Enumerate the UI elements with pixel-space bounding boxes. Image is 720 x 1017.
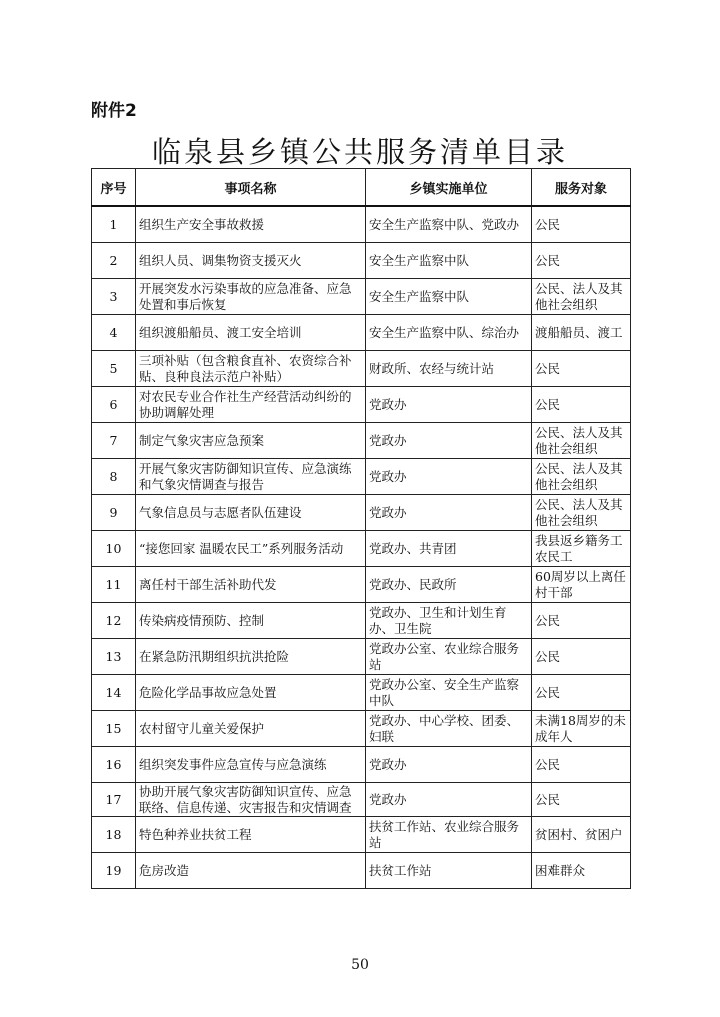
service-target: 公民、法人及其他社会组织 [532,459,631,495]
table-row [92,423,631,459]
table-header-row [92,169,631,207]
service-target: 渡船船员、渡工 [532,315,631,351]
implementing-unit: 党政办 [366,387,532,423]
table-row [92,531,631,567]
item-name: 开展突发水污染事故的应急准备、应急处置和事后恢复 [136,279,366,315]
row-number: 4 [92,315,136,351]
service-target: 公民 [532,675,631,711]
row-number: 16 [92,747,136,783]
row-number: 12 [92,603,136,639]
header-target: 服务对象 [532,169,631,207]
service-target: 公民 [532,783,631,817]
table-row [92,817,631,853]
item-name: 在紧急防汛期组织抗洪抢险 [136,639,366,675]
table-row [92,639,631,675]
table-row [92,279,631,315]
implementing-unit: 党政办公室、安全生产监察中队 [366,675,532,711]
item-name: 组织人员、调集物资支援灭火 [136,243,366,279]
row-number: 8 [92,459,136,495]
service-target: 公民 [532,639,631,675]
table-row [92,243,631,279]
item-name: 气象信息员与志愿者队伍建设 [136,495,366,531]
implementing-unit: 安全生产监察中队 [366,243,532,279]
item-name: “接您回家 温暖农民工”系列服务活动 [136,531,366,567]
row-number: 1 [92,206,136,243]
table-row [92,387,631,423]
page-title: 临泉县乡镇公共服务清单目录 [151,135,568,169]
service-target: 60周岁以上离任村干部 [532,567,631,603]
item-name: 危房改造 [136,853,366,889]
row-number: 15 [92,711,136,747]
implementing-unit: 党政办、卫生和计划生育办、卫生院 [366,603,532,639]
table-row [92,603,631,639]
implementing-unit: 扶贫工作站、农业综合服务站 [366,817,532,853]
implementing-unit: 扶贫工作站 [366,853,532,889]
service-target: 公民 [532,387,631,423]
service-target: 公民、法人及其他社会组织 [532,279,631,315]
row-number: 6 [92,387,136,423]
service-target: 公民 [532,603,631,639]
item-name: 离任村干部生活补助代发 [136,567,366,603]
implementing-unit: 党政办公室、农业综合服务站 [366,639,532,675]
item-name: 对农民专业合作社生产经营活动纠纷的协助调解处理 [136,387,366,423]
implementing-unit: 党政办 [366,495,532,531]
service-target: 公民 [532,351,631,387]
page-number: 50 [351,957,369,973]
item-name: 特色种养业扶贫工程 [136,817,366,853]
table-row [92,567,631,603]
service-list-table [91,168,631,889]
item-name: 传染病疫情预防、控制 [136,603,366,639]
row-number: 14 [92,675,136,711]
table-row [92,711,631,747]
row-number: 9 [92,495,136,531]
implementing-unit: 财政所、农经与统计站 [366,351,532,387]
service-target: 公民、法人及其他社会组织 [532,495,631,531]
row-number: 18 [92,817,136,853]
service-target: 困难群众 [532,853,631,889]
item-name: 制定气象灾害应急预案 [136,423,366,459]
table-row [92,315,631,351]
implementing-unit: 党政办、共青团 [366,531,532,567]
item-name: 组织生产安全事故救援 [136,206,366,243]
implementing-unit: 党政办 [366,747,532,783]
item-name: 开展气象灾害防御知识宣传、应急演练和气象灾情调查与报告 [136,459,366,495]
row-number: 13 [92,639,136,675]
header-no: 序号 [92,169,136,207]
row-number: 5 [92,351,136,387]
table-row [92,351,631,387]
implementing-unit: 党政办 [366,423,532,459]
row-number: 7 [92,423,136,459]
header-unit: 乡镇实施单位 [366,169,532,207]
row-number: 11 [92,567,136,603]
row-number: 2 [92,243,136,279]
implementing-unit: 安全生产监察中队、党政办 [366,206,532,243]
item-name: 危险化学品事故应急处置 [136,675,366,711]
item-name: 三项补贴（包含粮食直补、农资综合补贴、良种良法示范户补贴） [136,351,366,387]
attachment-label: 附件2 [91,101,137,121]
implementing-unit: 党政办、中心学校、团委、妇联 [366,711,532,747]
implementing-unit: 党政办、民政所 [366,567,532,603]
implementing-unit: 安全生产监察中队 [366,279,532,315]
row-number: 17 [92,783,136,817]
item-name: 组织渡船船员、渡工安全培训 [136,315,366,351]
header-item: 事项名称 [136,169,366,207]
implementing-unit: 党政办 [366,783,532,817]
service-target: 公民、法人及其他社会组织 [532,423,631,459]
table-row [92,459,631,495]
item-name: 协助开展气象灾害防御知识宣传、应急联络、信息传递、灾害报告和灾情调查 [136,783,366,817]
implementing-unit: 党政办 [366,459,532,495]
service-target: 公民 [532,206,631,243]
service-target: 我县返乡籍务工农民工 [532,531,631,567]
service-target: 公民 [532,747,631,783]
item-name: 农村留守儿童关爱保护 [136,711,366,747]
row-number: 19 [92,853,136,889]
service-target: 贫困村、贫困户 [532,817,631,853]
table-row [92,783,631,817]
service-target: 公民 [532,243,631,279]
table-row [92,747,631,783]
implementing-unit: 安全生产监察中队、综治办 [366,315,532,351]
table-row [92,495,631,531]
item-name: 组织突发事件应急宣传与应急演练 [136,747,366,783]
service-target: 未满18周岁的未成年人 [532,711,631,747]
table-row [92,206,631,243]
row-number: 3 [92,279,136,315]
row-number: 10 [92,531,136,567]
table-row [92,853,631,889]
table-row [92,675,631,711]
